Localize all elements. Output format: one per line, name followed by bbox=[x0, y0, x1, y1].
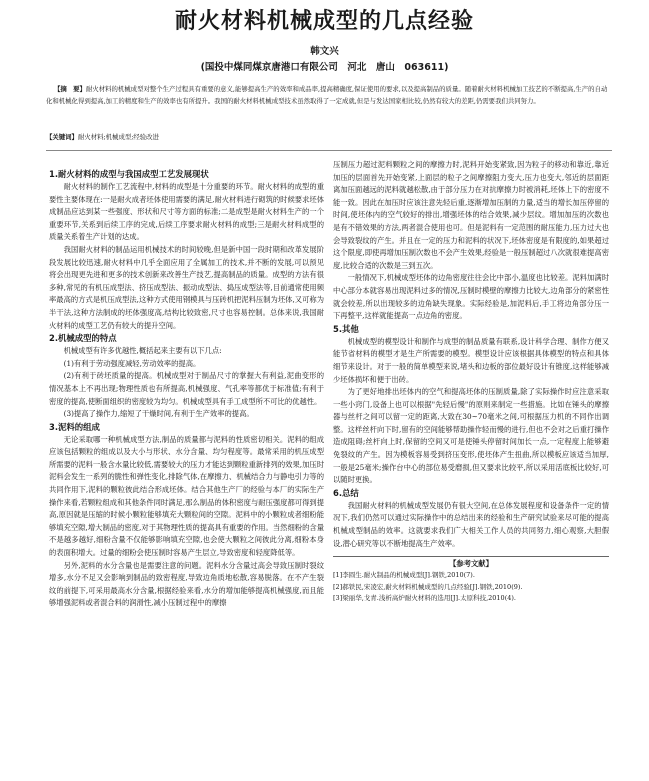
author-affiliation: (国投中煤同煤京唐港口有限公司 河北 唐山 063611) bbox=[200, 62, 449, 73]
header-divider bbox=[46, 150, 612, 151]
keywords bbox=[46, 131, 612, 143]
left-column bbox=[49, 168, 324, 610]
body-paragraph: 一般情况下,机械成型坯体的边角密度往往会比中部小,温度也比较差。泥料加满时中心部分本就容易出现泥料过多的情况,压制时模壁的摩擦力比较大,边角部分的紧密性就会较差,所以出现较多的边角缺失现象。实际经验是,加泥料后,手工将边角部分压一下再整平,这样就能提高一点边角的密度。 bbox=[333, 273, 609, 321]
body-paragraph: 机械成型的模型设计和制作与成型的制品质量有联系,设计科学合理、制作方便又能节省材料的模型才是生产所需要的模型。模型设计应该根据具体模型的特点和具体细节来设计。对于一般的简单模型来说,堵头和边板的部位最好设计有锥度,这样能够减少坯体损坏和便于出砖。 bbox=[333, 336, 609, 384]
body-paragraph: (1)有利于劳动强度减轻,劳动效率的提高。 bbox=[63, 358, 201, 368]
body-paragraph: 我国耐火材料的机械成型发展仍有很大空间,在总体发展程度和设备条件一定的情况下,我们仍然可以通过实际操作中的总结出来的经验和生产研究试验来尽可能的提高机械成型制品的效率。这就要求我们广大相关工作人员的共同努力,细心观察,大胆假设,潜心研究等以不断地提高生产效率。 bbox=[333, 500, 609, 548]
right-column-body bbox=[333, 159, 609, 550]
abstract-label: 【摘 要】 bbox=[54, 85, 86, 93]
author-name: 韩文兴 bbox=[310, 46, 339, 57]
section-heading: 1.耐火材料的成型与我国成型工艺发展现状 bbox=[49, 169, 209, 179]
keywords-label: 【关键词】 bbox=[46, 133, 78, 141]
right-column bbox=[333, 159, 609, 605]
abstract-text: 耐火材料的机械成型对整个生产过程具有重要的意义,能够提高生产的效率和成品率,提高精确度,保证使用的要求,以及提高制品的质量。随着耐火材料机械加工技艺的不断提高,生产的自动化和机械化得到提高,加工的精度和生产的效率也有所提升。我国的耐火材料机械成型技术虽然取得了一定成就,但是与发达国家相比较,仍然有较大的差距,仍需要我们共同努力。 bbox=[46, 85, 608, 105]
references-title: 【参考文献】 bbox=[449, 559, 493, 569]
body-paragraph: 机械成型有许多优越性,概括起来主要有以下几点: bbox=[63, 346, 222, 356]
reference-item: [1]李圆生.耐火制品的机械成型[J].钢铁,2010(7). bbox=[333, 571, 475, 580]
section-heading: 5.其他 bbox=[333, 323, 359, 334]
body-paragraph: 压制压力超过泥料颗粒之间的摩擦力时,泥料开始变紧致,因为粒子的移动和靠近,靠近加压的层面首先开始变紧,上面层的粒子之间摩擦阻力变大,压力也变大,邻近的层面距离加压面越远的泥料就越松散,由于部分压力在对抗摩擦力时被消耗,坯体上下的密度不能一致。因此在加压时应该注意先轻后重,逐渐增加压制的力量,适当的增长加压停留的时间,使坯体内的空气较好的排出,增强坯体的结合效果,减少层纹。增加加压的次数也是有不错效果的方法,两者混合使用也可。但是泥料有一定范围的耐压能力,压力过大也会导致裂纹的产生。并且在一定的压力和泥料的状况下,坯体密度是有限度的,如果超过这个限度,即使再增加压制次数也不会产生效果,经验是一般压制超过八次就很难提高密度,比较合适的次数是三到五次。 bbox=[333, 160, 609, 270]
body-paragraph: (3)提高了操作力,缩短了干燥时间,有利于生产效率的提高。 bbox=[63, 409, 254, 419]
reference-item: [2]郝铁民,宋凌宏,耐火材料机械成型的几点经验[J].钢铁,2010(9). bbox=[333, 582, 523, 591]
body-paragraph: 无论采取哪一种机械成型方法,制品的质量都与泥料的性质密切相关。泥料的组成应该包括颗粒的组成以及大小与形状、水分含量、均匀程度等。最常采用的机压成型所需要的泥料一般含水量比较低,需要较大的压力才能达到颗粒重新排列的效果,加压时泥料会发生一系列的脆性和弹性变化,排除气体,在摩擦力、机械结合力与静电引力等的共同作用下,泥料的颗粒彼此结合形成坯体。结合其他生产厂的经验与本厂的实际生产操作来看,若颗粒组成和其他条件同时满足,那么制品的体积密度与耐压强度都可得到提高,原因就是压缩的时候小颗粒能够填充大颗粒间的空隙。泥料中的小颗粒成者细粉能够填充空隙,增大制品的密度,对于其物理性质的提高具有重要的作用。当然细粉的含量不是越多越好,细粉含量不仅能够影响填充空隙,也会使大颗粒之间彼此分离,细粉本身的表面积增大。过量的细粉会使压制时容易产生层立,导致密度和轻度降低等。 bbox=[49, 434, 324, 558]
article-title: 耐火材料机械成型的几点经验 bbox=[174, 9, 474, 34]
body-paragraph: 另外,泥料的水分含量也是需要注意的问题。泥料水分含量过高会导致压制时裂纹增多,水分不足又会影响到制品的致密程度,导致边角质地松散,容易脱落。在不产生裂纹的前提下,可采用最高水分含量,根据经验来看,水分的增加能够提高机械强度,而且能够增强泥料或者混合料的润滑性,减小压制过程中的摩擦 bbox=[49, 560, 324, 608]
reference-item: [3]梁丽华,戈青.浅析高炉耐火材料的选用[J].太原科技,2010(4). bbox=[333, 594, 516, 603]
section-heading: 3.泥料的组成 bbox=[49, 421, 100, 432]
references-list bbox=[333, 570, 609, 605]
abstract bbox=[46, 83, 612, 107]
body-paragraph: 我国耐火材料的制品运用机械技术的时间较晚,但是新中国一段时期和改革发展阶段发展比较迅速,耐火材料中几乎全面应用了全属加工的技术,并不断的发展,可以预见将会出现更先进和更多的技术创新来改善生产技艺,提高制品的质量。成型的方法有很多种,常见的有机压成型法、挤压成型法、振动成型法、捣压成型法等,目前通常使用频率最高的方式是机压成型法,这种方式使用钢模具与压砖机把泥料压制为坯体,又可称为半干法,这种方法制成的坯体强度高,结构比较致密,尺寸也容易控制。总体来说,我国耐火材料的成型工艺仍有较大的提升空间。 bbox=[49, 244, 324, 330]
keywords-text: 耐火材料;机械成型;经验改进 bbox=[77, 133, 159, 141]
section-heading: 2.机械成型的特点 bbox=[49, 333, 117, 344]
references-box bbox=[333, 556, 609, 605]
body-paragraph: 为了更好地排出坯体内的空气和提高坯体的压制质量,除了实际操作时应注意采取一些小窍门,设备上也可以根据"先轻后慢"的原则来制定一些措施。比如在锤头的摩擦器与丝杆之间可以留一定的距离,大致在30~70毫米之间,可根据压力机的不同作出调整。这样丝杆向下时,留有的空间能够帮助操作轻而慢的进行,但也不会对之后重打操作造成阻碍;丝杆向上时,保留的空间又可是使锤头停留时间加长一点,一定程度上能够避免裂纹的产生。因为模板容易受到挤压变形,使坯体产生扭曲,所以模板应该适当加厚,一般是25毫米;操作台中心的部位易受磨损,但又要求比较平,所以采用活底板比较好,可以随时更换。 bbox=[333, 387, 609, 485]
section-heading: 6.总结 bbox=[333, 487, 359, 498]
body-paragraph: (2)有利于砖坯质量的提高。机械成型对于制品尺寸的掌握大有利益,泥曲变形的情况基本上不再出现;物理性质也有所提高,机械强度、气孔率等都优于标准值;有利于密度的提高,使断面组织的密度较为均匀。机械成型具有手工成型所不可比的优越性。 bbox=[49, 371, 324, 406]
body-paragraph: 耐火材料的制作工艺流程中,材料的成型是十分重要的环节。耐火材料的成型的重要性主要体现在:一是耐火成者坯体使用需要的满足,耐火材料进行砌筑的时候要求坯体成制品应达到某一些强度、形状和尺寸等方面的标准;二是成型是耐火材料生产的一个重要环节,关系到后续工序的完成,后续工序要求耐火材料的成型;三是耐火材料成型的质量关系着生产计划的达成。 bbox=[49, 182, 324, 242]
